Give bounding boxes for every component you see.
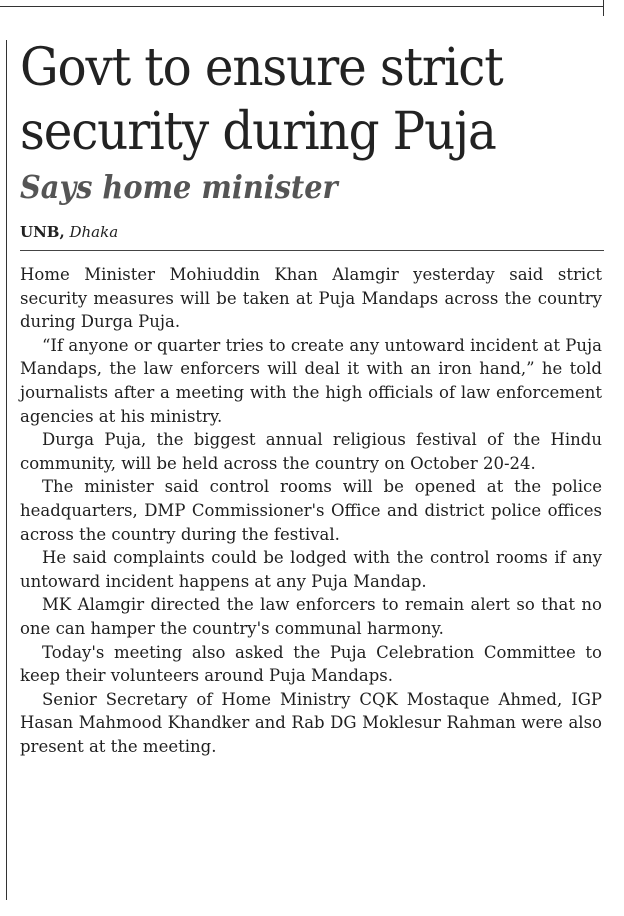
paragraph: “If anyone or quarter tries to create any untoward incident at Puja Mandaps, the law enforcers will deal it with an iron hand,” he told journalists after a meeting with the high officials of law enforcement agencies at his ministry. (20, 335, 602, 426)
left-column-rule (6, 40, 7, 900)
paragraph: Durga Puja, the biggest annual religious festival of the Hindu community, will be held across the country on October 20-24. (20, 430, 602, 473)
news-article (20, 36, 606, 758)
byline-divider (20, 250, 604, 251)
paragraph: MK Alamgir directed the law enforcers to remain alert so that no one can hamper the country's communal harmony. (20, 595, 602, 638)
byline (20, 222, 606, 242)
byline-agency: UNB, (20, 223, 65, 241)
right-corner-rule (603, 0, 604, 16)
headline (20, 36, 565, 164)
article-body (20, 263, 602, 758)
headline-line-2: security during Puja (20, 102, 496, 162)
headline-line-1: Govt to ensure strict (20, 38, 503, 98)
top-border-rule (0, 6, 604, 7)
byline-location: Dhaka (69, 223, 119, 241)
subheadline: Says home minister (20, 168, 338, 206)
paragraph: Senior Secretary of Home Ministry CQK Mostaque Ahmed, IGP Hasan Mahmood Khandker and Rab DG Moklesur Rahman were also present at the meeting. (20, 689, 602, 756)
paragraph: Today's meeting also asked the Puja Celebration Committee to keep their volunteers around Puja Mandaps. (20, 642, 602, 686)
paragraph: The minister said control rooms will be opened at the police headquarters, DMP Commissioner's Office and district police offices across the country during the festival. (20, 477, 602, 544)
paragraph: He said complaints could be lodged with the control rooms if any untoward incident happens at any Puja Mandap. (20, 548, 602, 591)
paragraph: Home Minister Mohiuddin Khan Alamgir yesterday said strict security measures will be taken at Puja Mandaps across the country during Durga Puja. (20, 265, 602, 332)
